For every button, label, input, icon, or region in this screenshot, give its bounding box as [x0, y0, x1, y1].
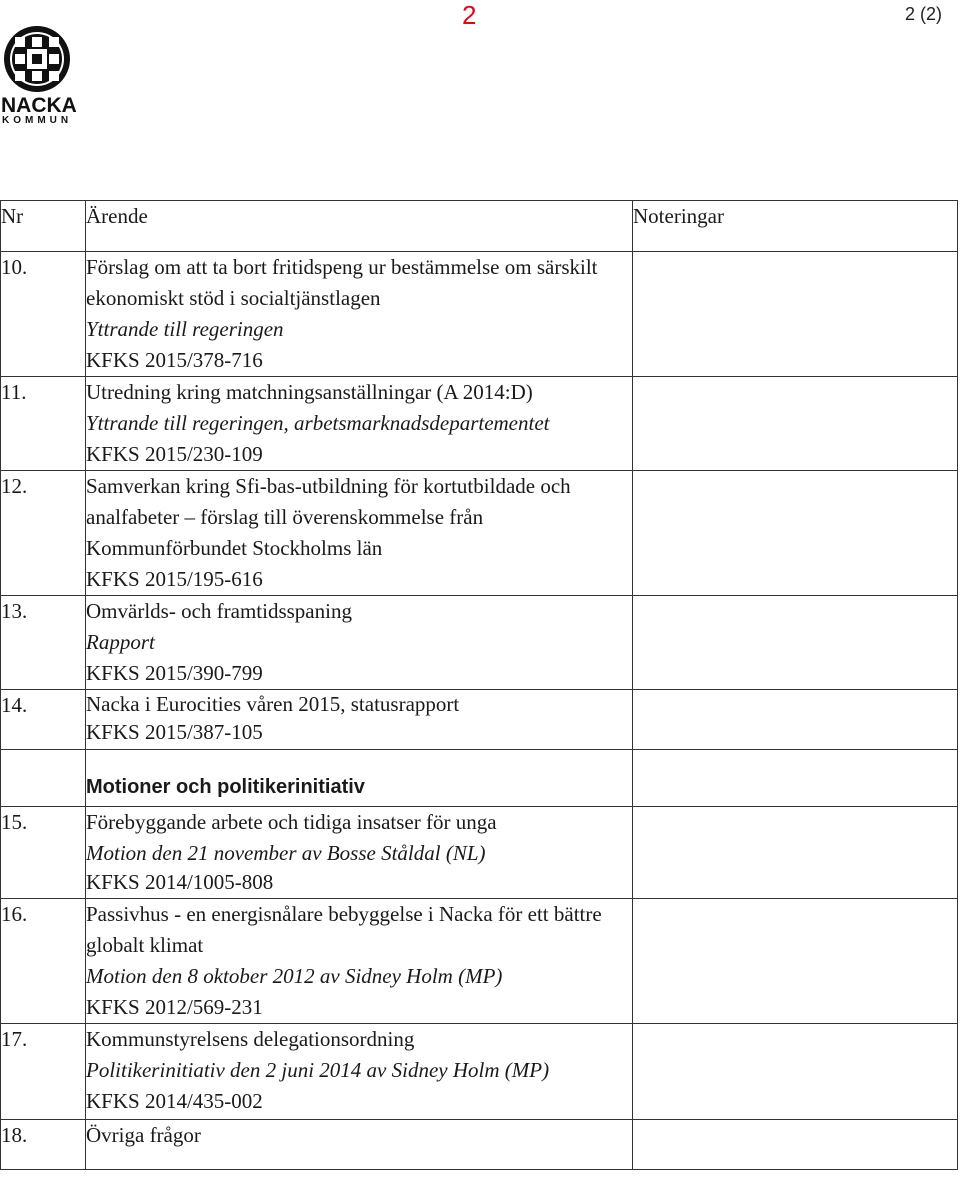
table-row — [1, 1120, 958, 1170]
item-title: Passivhus - en energisnålare bebyggelse i Nacka för ett bättre globalt klimat — [86, 902, 602, 957]
notes-cell — [633, 750, 958, 807]
item-cell — [86, 690, 633, 750]
notes-cell — [633, 1120, 958, 1170]
table-row — [1, 596, 958, 690]
item-reference: KFKS 2015/195-616 — [86, 567, 263, 591]
notes-cell — [633, 899, 958, 1024]
table-row — [1, 807, 958, 899]
item-cell — [86, 471, 633, 596]
column-header-noteringar: Noteringar — [633, 201, 958, 252]
section-heading-row — [1, 750, 958, 807]
item-number: 17. — [1, 1024, 86, 1120]
notes-cell — [633, 252, 958, 377]
item-reference: KFKS 2014/435-002 — [86, 1089, 263, 1113]
item-cell — [86, 252, 633, 377]
item-cell — [86, 1024, 633, 1120]
item-subtitle: Motion den 8 oktober 2012 av Sidney Holm (MP) — [86, 964, 503, 988]
item-cell — [86, 807, 633, 899]
item-subtitle: Rapport — [86, 630, 155, 654]
section-heading: Motioner och politikerinitiativ — [86, 750, 633, 807]
nacka-emblem-icon — [2, 24, 72, 94]
item-number: 14. — [1, 690, 86, 750]
item-number: 15. — [1, 807, 86, 899]
notes-cell — [633, 690, 958, 750]
item-reference: KFKS 2015/387-105 — [86, 720, 263, 744]
item-title: Kommunstyrelsens delegationsordning — [86, 1027, 415, 1051]
item-number: 11. — [1, 377, 86, 471]
item-title: Förslag om att ta bort fritidspeng ur bestämmelse om särskilt ekonomiskt stöd i socialtjänstlagen — [86, 255, 598, 310]
page-number-red: 2 — [462, 0, 477, 30]
item-number: 10. — [1, 252, 86, 377]
item-subtitle: Yttrande till regeringen — [86, 317, 284, 341]
item-number: 12. — [1, 471, 86, 596]
item-title: Samverkan kring Sfi-bas-utbildning för kortutbildade och analfabeter – förslag till överenskommelse från Kommunförbundet Stockholms län — [86, 474, 571, 560]
logo-subtext: KOMMUN — [2, 115, 73, 126]
item-number: 18. — [1, 1120, 86, 1170]
page-of-indicator: 2 (2) — [904, 4, 942, 24]
column-header-nr: Nr — [1, 201, 86, 252]
notes-cell — [633, 1024, 958, 1120]
item-reference: KFKS 2015/230-109 — [86, 442, 263, 466]
item-title: Nacka i Eurocities våren 2015, statusrapport — [86, 692, 460, 716]
item-reference: KFKS 2012/569-231 — [86, 995, 263, 1019]
logo-wordmark: NACKA — [1, 94, 77, 117]
nacka-kommun-logo — [0, 24, 76, 126]
item-reference: KFKS 2015/378-716 — [86, 348, 263, 372]
item-title: Övriga frågor — [86, 1123, 201, 1147]
table-row — [1, 252, 958, 377]
item-cell — [86, 899, 633, 1024]
item-subtitle: Motion den 21 november av Bosse Ståldal (NL) — [86, 841, 486, 865]
notes-cell — [633, 377, 958, 471]
notes-cell — [633, 471, 958, 596]
item-cell — [86, 1120, 633, 1170]
item-subtitle: Yttrande till regeringen, arbetsmarknadsdepartementet — [86, 411, 550, 435]
table-row — [1, 1024, 958, 1120]
item-title: Omvärlds- och framtidsspaning — [86, 599, 352, 623]
item-reference: KFKS 2014/1005-808 — [86, 870, 274, 894]
table-header-row — [1, 201, 958, 252]
item-reference: KFKS 2015/390-799 — [86, 661, 263, 685]
item-cell — [86, 377, 633, 471]
item-number: 13. — [1, 596, 86, 690]
table-row — [1, 690, 958, 750]
agenda-table — [0, 200, 958, 1170]
table-row — [1, 899, 958, 1024]
item-title: Utredning kring matchningsanställningar (A 2014:D) — [86, 380, 533, 404]
item-subtitle: Politikerinitiativ den 2 juni 2014 av Sidney Holm (MP) — [86, 1058, 550, 1082]
notes-cell — [633, 596, 958, 690]
column-header-arende: Ärende — [86, 201, 633, 252]
item-number: 16. — [1, 899, 86, 1024]
item-title: Förebyggande arbete och tidiga insatser för unga — [86, 810, 497, 834]
item-number — [1, 750, 86, 807]
table-row — [1, 377, 958, 471]
item-cell — [86, 596, 633, 690]
notes-cell — [633, 807, 958, 899]
table-row — [1, 471, 958, 596]
